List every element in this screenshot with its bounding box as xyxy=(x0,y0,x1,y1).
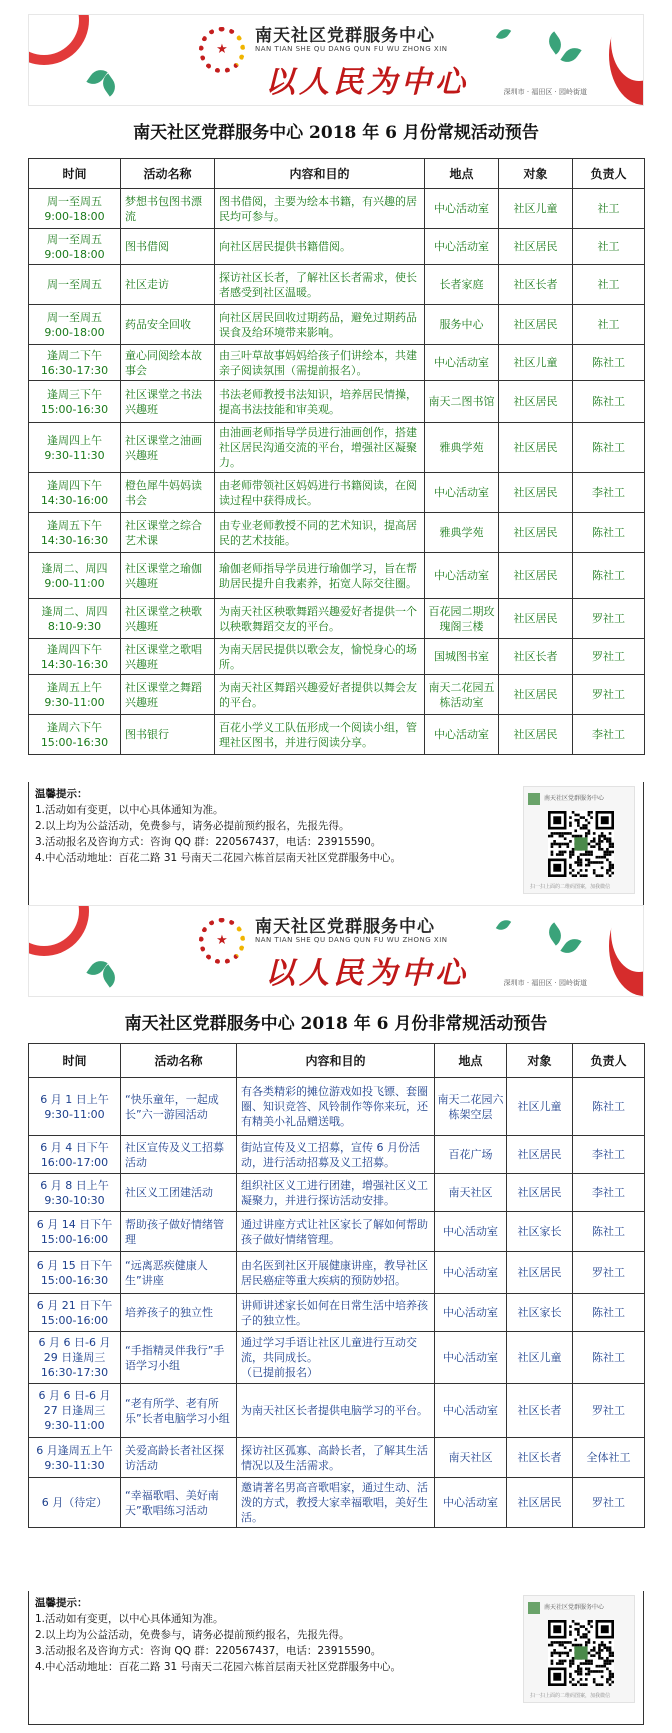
cell-activity: 社区课堂之歌唱兴趣班 xyxy=(121,639,215,675)
table-row xyxy=(29,189,645,229)
col-header-content: 内容和目的 xyxy=(237,1044,435,1078)
col-header-activity: 活动名称 xyxy=(121,159,215,189)
cell-activity: “手指精灵伴我行”手语学习小组 xyxy=(121,1332,237,1384)
party-logo-icon: ★ xyxy=(197,25,249,75)
cell-time: 6 月 15 日下午 15:00-16:30 xyxy=(29,1252,121,1294)
cell-location: 国城图书室 xyxy=(425,639,499,675)
cell-time: 6 月逢周五上午 9:30-11:30 xyxy=(29,1438,121,1478)
cell-time: 6 月（待定） xyxy=(29,1478,121,1528)
cell-content: 由老师带领社区妈妈进行书籍阅读，在阅读过程中获得成长。 xyxy=(215,473,425,513)
cell-audience: 社区居民 xyxy=(507,1136,573,1174)
cell-time: 6 月 6 日-6 月 29 日逢周三 16:30-17:30 xyxy=(29,1332,121,1384)
cell-audience: 社区居民 xyxy=(499,423,573,473)
cell-content: 由名医到社区开展健康讲座，教导社区居民癌症等重大疾病的预防妙招。 xyxy=(237,1252,435,1294)
cell-staff: 李社工 xyxy=(573,1174,645,1212)
org-name: 南天社区党群服务中心 xyxy=(255,26,435,46)
table-row xyxy=(29,1174,645,1212)
cell-location: 雅典学苑 xyxy=(425,513,499,553)
cell-activity: 药品安全回收 xyxy=(121,305,215,345)
cell-audience: 社区长者 xyxy=(499,639,573,675)
cell-activity: 社区课堂之综合艺术课 xyxy=(121,513,215,553)
cell-content: 百花小学义工队伍形成一个阅读小组，管理社区图书，并进行阅读分享。 xyxy=(215,715,425,755)
table-row xyxy=(29,423,645,473)
cell-content: 图书借阅，主要为绘本书籍，有兴趣的居民均可参与。 xyxy=(215,189,425,229)
cell-audience: 社区儿童 xyxy=(507,1078,573,1136)
cell-activity: 童心同阅绘本故事会 xyxy=(121,345,215,381)
qr-header: 南天社区党群服务中心 xyxy=(544,1604,605,1611)
tip-item: 4.中心活动地址：百花二路 31 号南天二花园六栋首层南天社区党群服务中心。 xyxy=(35,852,402,864)
cell-staff: 陈社工 xyxy=(573,345,645,381)
cell-staff: 陈社工 xyxy=(573,423,645,473)
leaf-icon xyxy=(560,43,581,66)
cell-staff: 罗社工 xyxy=(573,639,645,675)
cell-content: 为南天居民提供以歌会友，愉悦身心的场所。 xyxy=(215,639,425,675)
irregular-activities-section xyxy=(0,905,672,1733)
cell-content: 向社区居民回收过期药品，避免过期药品误食及给环境带来影响。 xyxy=(215,305,425,345)
cell-staff: 李社工 xyxy=(573,1136,645,1174)
cell-activity: 社区课堂之书法兴趣班 xyxy=(121,381,215,423)
cell-staff: 社工 xyxy=(573,305,645,345)
cell-staff: 陈社工 xyxy=(573,553,645,599)
cell-staff: 全体社工 xyxy=(573,1438,645,1478)
cell-location: 中心活动室 xyxy=(425,229,499,265)
cell-content: 有各类精彩的摊位游戏如投飞镖、套圈圈、知识竞答、风铃制作等你来玩，还有精美小礼品赠送哦。 xyxy=(237,1078,435,1136)
cell-audience: 社区家长 xyxy=(507,1294,573,1332)
cell-time: 逢周四上午 9:30-11:30 xyxy=(29,423,121,473)
cell-time: 逢周三下午 15:00-16:30 xyxy=(29,381,121,423)
cell-location: 百花广场 xyxy=(435,1136,507,1174)
cell-time: 6 月 6 日-6 月 27 日逢周三 9:30-11:00 xyxy=(29,1384,121,1438)
cell-audience: 社区居民 xyxy=(499,599,573,639)
cell-content: 组织社区义工进行团建，增强社区义工凝聚力，并进行探访活动安排。 xyxy=(237,1174,435,1212)
cell-audience: 社区长者 xyxy=(507,1384,573,1438)
cell-activity: “快乐童年，一起成长”六一游园活动 xyxy=(121,1078,237,1136)
cell-location: 中心活动室 xyxy=(435,1252,507,1294)
tips-text xyxy=(35,1595,401,1675)
cell-staff: 罗社工 xyxy=(573,675,645,715)
regular-tips-box xyxy=(28,782,644,910)
cell-activity: 培养孩子的独立性 xyxy=(121,1294,237,1332)
table-row xyxy=(29,553,645,599)
col-header-time: 时间 xyxy=(29,159,121,189)
table-row xyxy=(29,599,645,639)
table-row xyxy=(29,1294,645,1332)
cell-time: 周一至周五 9:00-18:00 xyxy=(29,305,121,345)
cell-staff: 陈社工 xyxy=(573,1212,645,1252)
col-header-audience: 对象 xyxy=(499,159,573,189)
cell-audience: 社区家长 xyxy=(507,1212,573,1252)
avatar xyxy=(528,793,540,805)
location-text: 深圳市 · 福田区 · 园岭街道 xyxy=(503,979,587,987)
cell-content: 由专业老师教授不同的艺术知识，提高居民的艺术技能。 xyxy=(215,513,425,553)
avatar xyxy=(528,1602,540,1614)
cell-location: 雅典学苑 xyxy=(425,423,499,473)
slogan: 以人民为中心 xyxy=(265,65,469,100)
cell-location: 南天社区 xyxy=(435,1174,507,1212)
cell-staff: 罗社工 xyxy=(573,1384,645,1438)
tip-item: 1.活动如有变更，以中心具体通知为准。 xyxy=(35,1613,224,1625)
cell-audience: 社区居民 xyxy=(507,1174,573,1212)
cell-activity: 社区课堂之秧歌兴趣班 xyxy=(121,599,215,639)
cell-audience: 社区长者 xyxy=(499,265,573,305)
tip-item: 2.以上均为公益活动，免费参与，请务必提前预约报名，先报先得。 xyxy=(35,820,350,832)
cell-time: 逢周二、周四 8:10-9:30 xyxy=(29,599,121,639)
org-pinyin: NAN TIAN SHE QU DANG QUN FU WU ZHONG XIN xyxy=(255,45,448,53)
cell-content: 为南天社区秧歌舞蹈兴趣爱好者提供一个以秧歌舞蹈交友的平台。 xyxy=(215,599,425,639)
cell-content: 通过学习手语让社区儿童进行互动交流，共同成长。 （已提前报名） xyxy=(237,1332,435,1384)
qr-footer: 扫一扫上面的二维码图案，加我微信 xyxy=(530,884,611,890)
cell-location: 中心活动室 xyxy=(435,1478,507,1528)
header-banner xyxy=(28,14,644,106)
tips-heading: 温馨提示： xyxy=(35,788,88,800)
cell-time: 周一至周五 9:00-18:00 xyxy=(29,189,121,229)
org-name: 南天社区党群服务中心 xyxy=(255,917,435,937)
cell-content: 为南天社区舞蹈兴趣爱好者提供以舞会友的平台。 xyxy=(215,675,425,715)
cell-activity: 社区课堂之瑜伽兴趣班 xyxy=(121,553,215,599)
header-banner xyxy=(28,905,644,997)
wechat-qr-card xyxy=(523,1595,635,1703)
irregular-tips-box xyxy=(28,1591,644,1725)
cell-staff: 陈社工 xyxy=(573,1332,645,1384)
party-logo-icon: ★ xyxy=(197,916,249,966)
col-header-staff: 负责人 xyxy=(573,159,645,189)
cell-activity: 社区课堂之舞蹈兴趣班 xyxy=(121,675,215,715)
cell-location: 中心活动室 xyxy=(425,473,499,513)
table-row xyxy=(29,1212,645,1252)
qr-code-icon xyxy=(548,1620,614,1686)
cell-activity: 社区宣传及义工招募活动 xyxy=(121,1136,237,1174)
qr-footer: 扫一扫上面的二维码图案，加我微信 xyxy=(530,1693,611,1699)
tip-item: 3.活动报名及咨询方式：咨询 QQ 群：220567437，电话：23915590。 xyxy=(35,1645,382,1657)
col-header-content: 内容和目的 xyxy=(215,159,425,189)
cell-location: 中心活动室 xyxy=(435,1384,507,1438)
cell-content: 讲师讲述家长如何在日常生活中培养孩子的独立性。 xyxy=(237,1294,435,1332)
table-row xyxy=(29,265,645,305)
qr-code-icon xyxy=(548,811,614,877)
table-row xyxy=(29,473,645,513)
cell-content: 探访社区长者，了解社区长者需求，使长者感受到社区温暖。 xyxy=(215,265,425,305)
cell-location: 南天社区 xyxy=(435,1438,507,1478)
cell-time: 逢周二、周四 9:00-11:00 xyxy=(29,553,121,599)
cell-staff: 陈社工 xyxy=(573,1294,645,1332)
tip-item: 3.活动报名及咨询方式：咨询 QQ 群：220567437，电话：23915590。 xyxy=(35,836,382,848)
irregular-title: 南天社区党群服务中心 2018 年 6 月份非常规活动预告 xyxy=(124,1014,548,1034)
table-row xyxy=(29,1332,645,1384)
cell-content: 由油画老师指导学员进行油画创作，搭建社区居民沟通交流的平台，增强社区凝聚力。 xyxy=(215,423,425,473)
table-row xyxy=(29,1078,645,1136)
cell-audience: 社区儿童 xyxy=(507,1332,573,1384)
table-row xyxy=(29,639,645,675)
cell-time: 逢周二下午 16:30-17:30 xyxy=(29,345,121,381)
cell-content: 邀请著名男高音歌唱家，通过生动、活泼的方式，教授大家幸福歌唱，美好生活。 xyxy=(237,1478,435,1528)
col-header-staff: 负责人 xyxy=(573,1044,645,1078)
leaf-icon xyxy=(496,917,511,934)
cell-content: 通过讲座方式让社区家长了解如何帮助孩子做好情绪管理。 xyxy=(237,1212,435,1252)
table-row xyxy=(29,381,645,423)
location-text: 深圳市 · 福田区 · 园岭街道 xyxy=(503,88,587,96)
table-row xyxy=(29,1384,645,1438)
tips-heading: 温馨提示： xyxy=(35,1597,88,1609)
table-row xyxy=(29,1252,645,1294)
regular-activities-table xyxy=(28,158,645,755)
cell-staff: 社工 xyxy=(573,229,645,265)
cell-audience: 社区居民 xyxy=(499,473,573,513)
cell-activity: “老有所学、老有所乐”长者电脑学习小组 xyxy=(121,1384,237,1438)
cell-location: 长者家庭 xyxy=(425,265,499,305)
cell-location: 中心活动室 xyxy=(425,189,499,229)
cell-content: 向社区居民提供书籍借阅。 xyxy=(215,229,425,265)
cell-content: 为南天社区长者提供电脑学习的平台。 xyxy=(237,1384,435,1438)
table-row xyxy=(29,345,645,381)
cell-audience: 社区居民 xyxy=(499,675,573,715)
cell-location: 中心活动室 xyxy=(425,715,499,755)
cell-activity: 社区走访 xyxy=(121,265,215,305)
slogan: 以人民为中心 xyxy=(265,956,469,991)
tip-item: 4.中心活动地址：百花二路 31 号南天二花园六栋首层南天社区党群服务中心。 xyxy=(35,1661,402,1673)
cell-activity: 关爱高龄长者社区探访活动 xyxy=(121,1438,237,1478)
cell-activity: “幸福歌唱、美好南天”歌唱练习活动 xyxy=(121,1478,237,1528)
cell-time: 周一至周五 xyxy=(29,265,121,305)
tips-text xyxy=(35,786,401,866)
cell-activity: 橙色犀牛妈妈读书会 xyxy=(121,473,215,513)
cell-content: 由三叶草故事妈妈给孩子们讲绘本，共建亲子阅读氛围（需提前报名）。 xyxy=(215,345,425,381)
table-row xyxy=(29,1438,645,1478)
leaf-icon xyxy=(560,934,581,957)
cell-location: 中心活动室 xyxy=(435,1294,507,1332)
cell-staff: 李社工 xyxy=(573,715,645,755)
cell-location: 中心活动室 xyxy=(425,345,499,381)
cell-time: 6 月 14 日下午 15:00-16:00 xyxy=(29,1212,121,1252)
col-header-location: 地点 xyxy=(435,1044,507,1078)
cell-location: 中心活动室 xyxy=(425,553,499,599)
cell-content: 街站宣传及义工招募，宣传 6 月份活动，进行活动招募及义工招募。 xyxy=(237,1136,435,1174)
cell-audience: 社区儿童 xyxy=(499,189,573,229)
cell-staff: 罗社工 xyxy=(573,599,645,639)
cell-location: 中心活动室 xyxy=(435,1332,507,1384)
cell-activity: 帮助孩子做好情绪管理 xyxy=(121,1212,237,1252)
cell-content: 探访社区孤寡、高龄长者，了解其生活情况以及生活需求。 xyxy=(237,1438,435,1478)
cell-audience: 社区居民 xyxy=(499,553,573,599)
cell-staff: 罗社工 xyxy=(573,1478,645,1528)
tip-item: 1.活动如有变更，以中心具体通知为准。 xyxy=(35,804,224,816)
cell-location: 中心活动室 xyxy=(435,1212,507,1252)
irregular-activities-table xyxy=(28,1043,645,1528)
cell-activity: 图书借阅 xyxy=(121,229,215,265)
cell-audience: 社区居民 xyxy=(499,513,573,553)
cell-staff: 陈社工 xyxy=(573,1078,645,1136)
cell-location: 服务中心 xyxy=(425,305,499,345)
table-row xyxy=(29,715,645,755)
cell-activity: “远离恶疾健康人生”讲座 xyxy=(121,1252,237,1294)
cell-time: 逢周六下午 15:00-16:30 xyxy=(29,715,121,755)
cell-audience: 社区居民 xyxy=(507,1252,573,1294)
cell-staff: 社工 xyxy=(573,189,645,229)
table-row xyxy=(29,229,645,265)
cell-staff: 陈社工 xyxy=(573,513,645,553)
cell-staff: 罗社工 xyxy=(573,1252,645,1294)
table-row xyxy=(29,675,645,715)
cell-time: 逢周五上午 9:30-11:00 xyxy=(29,675,121,715)
col-header-audience: 对象 xyxy=(507,1044,573,1078)
cell-time: 逢周五下午 14:30-16:30 xyxy=(29,513,121,553)
cell-staff: 社工 xyxy=(573,265,645,305)
cell-audience: 社区长者 xyxy=(507,1438,573,1478)
cell-activity: 社区课堂之油画兴趣班 xyxy=(121,423,215,473)
col-header-activity: 活动名称 xyxy=(121,1044,237,1078)
table-row xyxy=(29,513,645,553)
cell-time: 6 月 1 日上午 9:30-11:00 xyxy=(29,1078,121,1136)
col-header-location: 地点 xyxy=(425,159,499,189)
cell-location: 南天二图书馆 xyxy=(425,381,499,423)
tip-item: 2.以上均为公益活动，免费参与，请务必提前预约报名，先报先得。 xyxy=(35,1629,350,1641)
cell-time: 周一至周五 9:00-18:00 xyxy=(29,229,121,265)
cell-time: 6 月 8 日上午 9:30-10:30 xyxy=(29,1174,121,1212)
cell-audience: 社区居民 xyxy=(499,305,573,345)
cell-audience: 社区居民 xyxy=(507,1478,573,1528)
cell-time: 6 月 21 日下午 15:00-16:00 xyxy=(29,1294,121,1332)
leaf-icon xyxy=(496,26,511,43)
leaf-icon xyxy=(544,31,565,54)
cell-staff: 李社工 xyxy=(573,473,645,513)
table-row xyxy=(29,1136,645,1174)
cell-audience: 社区居民 xyxy=(499,381,573,423)
cell-time: 6 月 4 日下午 16:00-17:00 xyxy=(29,1136,121,1174)
cell-activity: 梦想书包图书漂流 xyxy=(121,189,215,229)
cell-activity: 社区义工团建活动 xyxy=(121,1174,237,1212)
qr-header: 南天社区党群服务中心 xyxy=(544,795,605,802)
cell-content: 书法老师教授书法知识，培养居民情操，提高书法技能和审美观。 xyxy=(215,381,425,423)
cell-location: 百花园二期玫瑰阁三楼 xyxy=(425,599,499,639)
cell-location: 南天二花园六栋架空层 xyxy=(435,1078,507,1136)
cell-location: 南天二花园五栋活动室 xyxy=(425,675,499,715)
cell-audience: 社区居民 xyxy=(499,229,573,265)
cell-audience: 社区居民 xyxy=(499,715,573,755)
cell-time: 逢周四下午 14:30-16:00 xyxy=(29,473,121,513)
cell-audience: 社区儿童 xyxy=(499,345,573,381)
cell-activity: 图书银行 xyxy=(121,715,215,755)
cell-content: 瑜伽老师指导学员进行瑜伽学习，旨在帮助居民提升自我素养，拓宽人际交往圈。 xyxy=(215,553,425,599)
leaf-icon xyxy=(544,922,565,945)
cell-staff: 陈社工 xyxy=(573,381,645,423)
col-header-time: 时间 xyxy=(29,1044,121,1078)
wechat-qr-card xyxy=(523,786,635,894)
table-row xyxy=(29,305,645,345)
table-row xyxy=(29,1478,645,1528)
org-pinyin: NAN TIAN SHE QU DANG QUN FU WU ZHONG XIN xyxy=(255,936,448,944)
cell-time: 逢周四下午 14:30-16:30 xyxy=(29,639,121,675)
regular-title: 南天社区党群服务中心 2018 年 6 月份常规活动预告 xyxy=(133,123,539,143)
